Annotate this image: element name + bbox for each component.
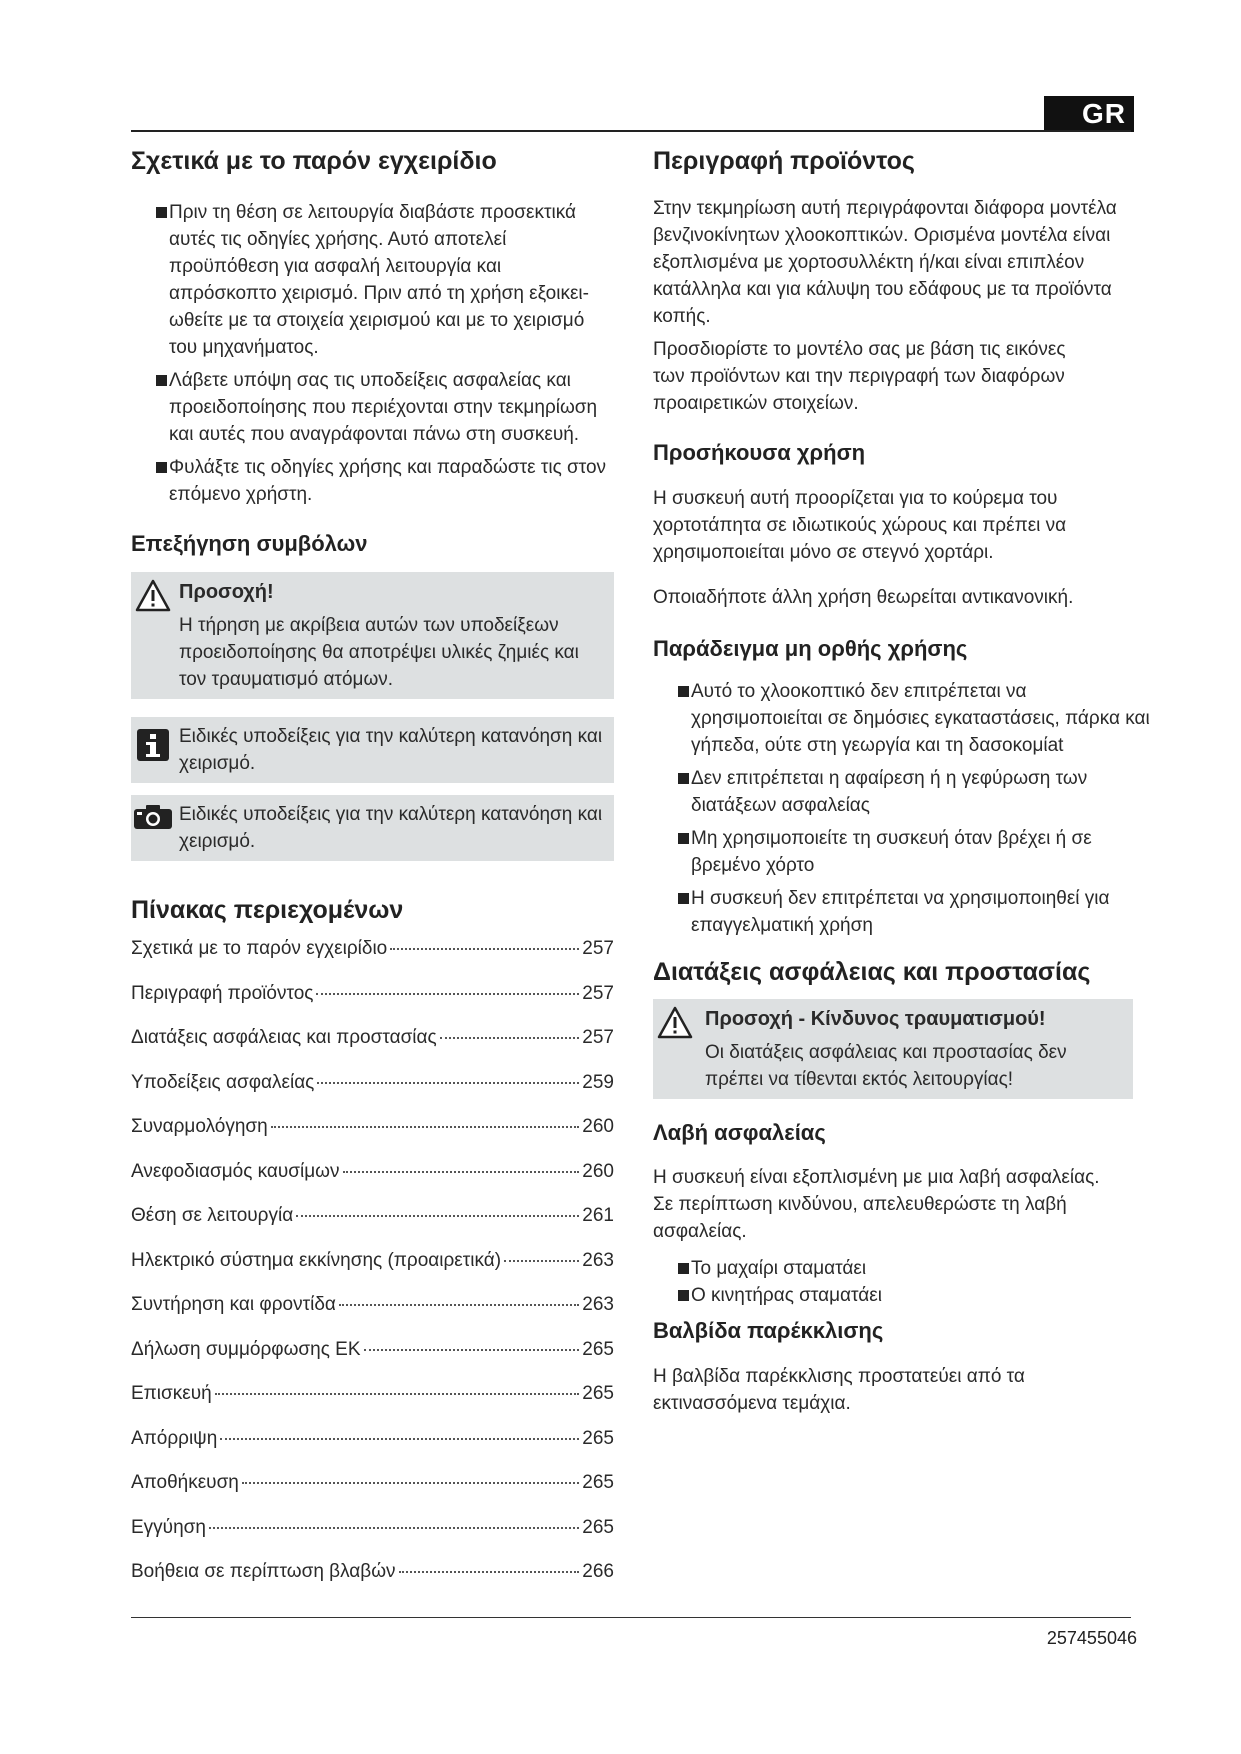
footer-rule xyxy=(131,1617,1131,1618)
toc-page: 265 xyxy=(582,1516,614,1538)
toc-leader xyxy=(364,1349,580,1351)
info-icon xyxy=(135,727,171,763)
right-column xyxy=(653,146,1153,1423)
toc-entry[interactable] xyxy=(131,1116,614,1161)
toc-label: Συναρμολόγηση xyxy=(131,1116,268,1137)
toc-leader xyxy=(209,1527,579,1529)
description-paragraph: Στην τεκμηρίωση αυτή περιγράφονται διάφορα μοντέλα βενζινοκίνητων χλοοκοπτικών. Ορισμένα μοντέλα είναι εξοπλισμένα με χορτοσυλλέκτη ή/και είναι επιπλέον κατάλληλα και για κάλυψη του εδάφους με τα προϊόντα κοπής. xyxy=(653,198,1117,328)
list-item: Μη χρησιμοποιείτε τη συσκευή όταν βρέχει ή σε βρεμένο χόρτο xyxy=(653,825,1153,879)
info-text: Ειδικές υποδείξεις για την καλύτερη κατανόηση και χειρισμό. xyxy=(179,725,603,774)
toc-leader xyxy=(242,1482,579,1484)
toc-entry[interactable] xyxy=(131,938,614,983)
about-list xyxy=(131,199,614,508)
toc-entry[interactable] xyxy=(131,1250,614,1295)
toc-leader xyxy=(399,1571,580,1573)
safety-warning-text: Οι διατάξεις ασφάλειας και προστασίας δεν πρέπει να τίθενται εκτός λειτουργίας! xyxy=(705,1041,1067,1090)
warning-triangle-icon xyxy=(135,578,171,614)
toc-label: Εγγύηση xyxy=(131,1516,206,1538)
toc-label: Απόρριψη xyxy=(131,1427,218,1449)
language-badge: GR xyxy=(1044,96,1134,132)
toc-entry[interactable] xyxy=(131,1472,614,1517)
about-heading: Σχετικά με το παρόν εγχειρίδιο xyxy=(131,147,497,175)
list-item: Η συσκευή δεν επιτρέπεται να χρησιμοποιηθεί για επαγγελματική χρήση xyxy=(653,885,1153,939)
info-notice xyxy=(131,717,614,783)
warning-text: Η τήρηση με ακρίβεια αυτών των υποδείξεων προειδοποίησης θα αποτρέψει υλικές ζημιές και τον τραυματισμό ατόμων. xyxy=(179,614,579,690)
list-item: Φυλάξτε τις οδηγίες χρήσης και παραδώστε τις στον επόμενο χρήστη. xyxy=(131,454,614,508)
description-heading: Περιγραφή προϊόντος xyxy=(653,147,915,175)
toc-label: Ηλεκτρικό σύστημα εκκίνησης (προαιρετικά) xyxy=(131,1249,502,1271)
intended-use-paragraph: Η συσκευή αυτή προορίζεται για το κούρεμα του χορτοτάπητα σε ιδιωτικούς χώρους και πρέπει να χρησιμοποιείται μόνο σε στεγνό χορτάρι. xyxy=(653,487,1067,563)
toc-leader xyxy=(316,993,579,995)
safety-heading: Διατάξεις ασφάλειας και προστασίας xyxy=(653,958,1091,987)
toc-page: 263 xyxy=(582,1294,614,1315)
toc-leader xyxy=(271,1126,580,1128)
toc-page: 265 xyxy=(582,1383,614,1404)
toc-page: 257 xyxy=(582,1027,614,1048)
toc-label: Σχετικά με το παρόν εγχειρίδιο xyxy=(131,938,388,959)
toc-label: Επισκευή xyxy=(131,1383,212,1404)
toc-page: 260 xyxy=(582,1116,614,1137)
toc-entry[interactable] xyxy=(131,1294,614,1339)
camera-notice xyxy=(131,795,614,861)
toc-entry[interactable] xyxy=(131,983,614,1028)
intended-use-paragraph: Οποιαδήποτε άλλη χρήση θεωρείται αντικανονική. xyxy=(653,586,1074,608)
toc-label: Δήλωση συμμόρφωσης ΕΚ xyxy=(131,1338,361,1360)
warning-title: Προσοχή! xyxy=(179,580,274,603)
misuse-list xyxy=(653,678,1153,939)
toc-leader xyxy=(296,1215,579,1217)
list-item: Ο κινητήρας σταματάει xyxy=(653,1282,1153,1309)
toc-label: Διατάξεις ασφάλειας και προστασίας xyxy=(131,1027,437,1048)
toc-heading: Πίνακας περιεχομένων xyxy=(131,895,404,924)
list-item: Λάβετε υπόψη σας τις υποδείξεις ασφαλείας και προειδοποίησης που περιέχονται στην τεκμηρίωση και αυτές που αναγράφονται πάνω στη συσκευή. xyxy=(131,367,614,448)
warning-notice xyxy=(131,572,614,699)
intended-use-heading: Προσήκουσα χρήση xyxy=(653,440,866,466)
safety-handle-paragraph: Η συσκευή είναι εξοπλισμένη με μια λαβή ασφαλείας. Σε περίπτωση κινδύνου, απελευθερώστε τη λαβή ασφαλείας. xyxy=(653,1167,1100,1242)
deflector-paragraph: Η βαλβίδα παρέκκλισης προστατεύει από τα εκτινασσόμενα τεμάχια. xyxy=(653,1365,1025,1414)
toc-page: 260 xyxy=(582,1160,614,1182)
toc-label: Αποθήκευση xyxy=(131,1472,239,1493)
toc-label: Βοήθεια σε περίπτωση βλαβών xyxy=(131,1561,396,1582)
toc-leader xyxy=(220,1438,579,1440)
toc-leader xyxy=(215,1393,580,1395)
toc-leader xyxy=(339,1304,579,1306)
toc-label: Ανεφοδιασμός καυσίμων xyxy=(131,1160,340,1182)
camera-text: Ειδικές υποδείξεις για την καλύτερη κατανόηση και χειρισμό. xyxy=(179,803,603,852)
toc-leader xyxy=(504,1260,579,1262)
toc-entry[interactable] xyxy=(131,1205,614,1250)
safety-warning-notice xyxy=(653,999,1133,1099)
toc-entry[interactable] xyxy=(131,1517,614,1562)
toc-page: 261 xyxy=(582,1205,614,1226)
document-code: 257455046 xyxy=(1046,1628,1137,1648)
toc-page: 257 xyxy=(582,982,614,1004)
left-column xyxy=(131,146,614,1606)
toc-page: 263 xyxy=(582,1249,614,1271)
list-item: Αυτό το χλοοκοπτικό δεν επιτρέπεται να χρησιμοποιείται σε δημόσιες εγκαταστάσεις, πάρκα και γήπεδα, ούτε στη γεωργία και τη δασοκομίat xyxy=(653,678,1153,759)
toc-page: 265 xyxy=(582,1338,614,1360)
toc-page: 265 xyxy=(582,1427,614,1449)
toc-page: 259 xyxy=(582,1071,614,1093)
toc-entry[interactable] xyxy=(131,1072,614,1117)
description-paragraph: Προσδιορίστε το μοντέλο σας με βάση τις εικόνες των προϊόντων και την περιγραφή των διαφόρων προαιρετικών στοιχείων. xyxy=(653,339,1066,415)
toc-leader xyxy=(343,1171,580,1173)
list-item: Δεν επιτρέπεται η αφαίρεση ή η γεφύρωση των διατάξεων ασφαλείας xyxy=(653,765,1153,819)
toc-label: Συντήρηση και φροντίδα xyxy=(131,1294,336,1315)
warning-triangle-icon xyxy=(657,1005,693,1041)
toc-entry[interactable] xyxy=(131,1161,614,1206)
toc-leader xyxy=(440,1037,580,1039)
toc-leader xyxy=(317,1082,579,1084)
toc-list xyxy=(131,938,614,1606)
toc-page: 265 xyxy=(582,1472,614,1493)
toc-page: 257 xyxy=(582,938,614,959)
toc-leader xyxy=(390,948,579,950)
toc-label: Υποδείξεις ασφαλείας xyxy=(131,1071,315,1093)
toc-entry[interactable] xyxy=(131,1383,614,1428)
toc-entry[interactable] xyxy=(131,1339,614,1384)
toc-label: Περιγραφή προϊόντος xyxy=(131,982,314,1004)
camera-icon xyxy=(133,803,173,831)
toc-label: Θέση σε λειτουργία xyxy=(131,1205,294,1226)
safety-handle-heading: Λαβή ασφαλείας xyxy=(653,1119,826,1145)
list-item: Το μαχαίρι σταματάει xyxy=(653,1255,1153,1282)
safety-warning-title: Προσοχή - Κίνδυνος τραυματισμού! xyxy=(705,1007,1046,1030)
header-rule xyxy=(131,130,1131,132)
safety-handle-list xyxy=(653,1255,1153,1309)
list-item: Πριν τη θέση σε λειτουργία διαβάστε προσεκτικά αυτές τις οδηγίες χρήσης. Αυτό αποτελεί προϋπόθεση για ασφαλή λειτουργία και απρόσκοπτο χειρισμό. Πριν από τη χρήση εξοικει-ωθείτε με τα στοιχεία χειρισμού και με το χειρισμό του μηχανήματος. xyxy=(131,199,614,361)
symbols-heading: Επεξήγηση συμβόλων xyxy=(131,531,368,557)
toc-entry[interactable] xyxy=(131,1027,614,1072)
toc-entry[interactable] xyxy=(131,1428,614,1473)
deflector-heading: Βαλβίδα παρέκκλισης xyxy=(653,1318,884,1343)
toc-page: 266 xyxy=(582,1561,614,1582)
toc-entry[interactable] xyxy=(131,1561,614,1606)
misuse-heading: Παράδειγμα μη ορθής χρήσης xyxy=(653,635,968,661)
